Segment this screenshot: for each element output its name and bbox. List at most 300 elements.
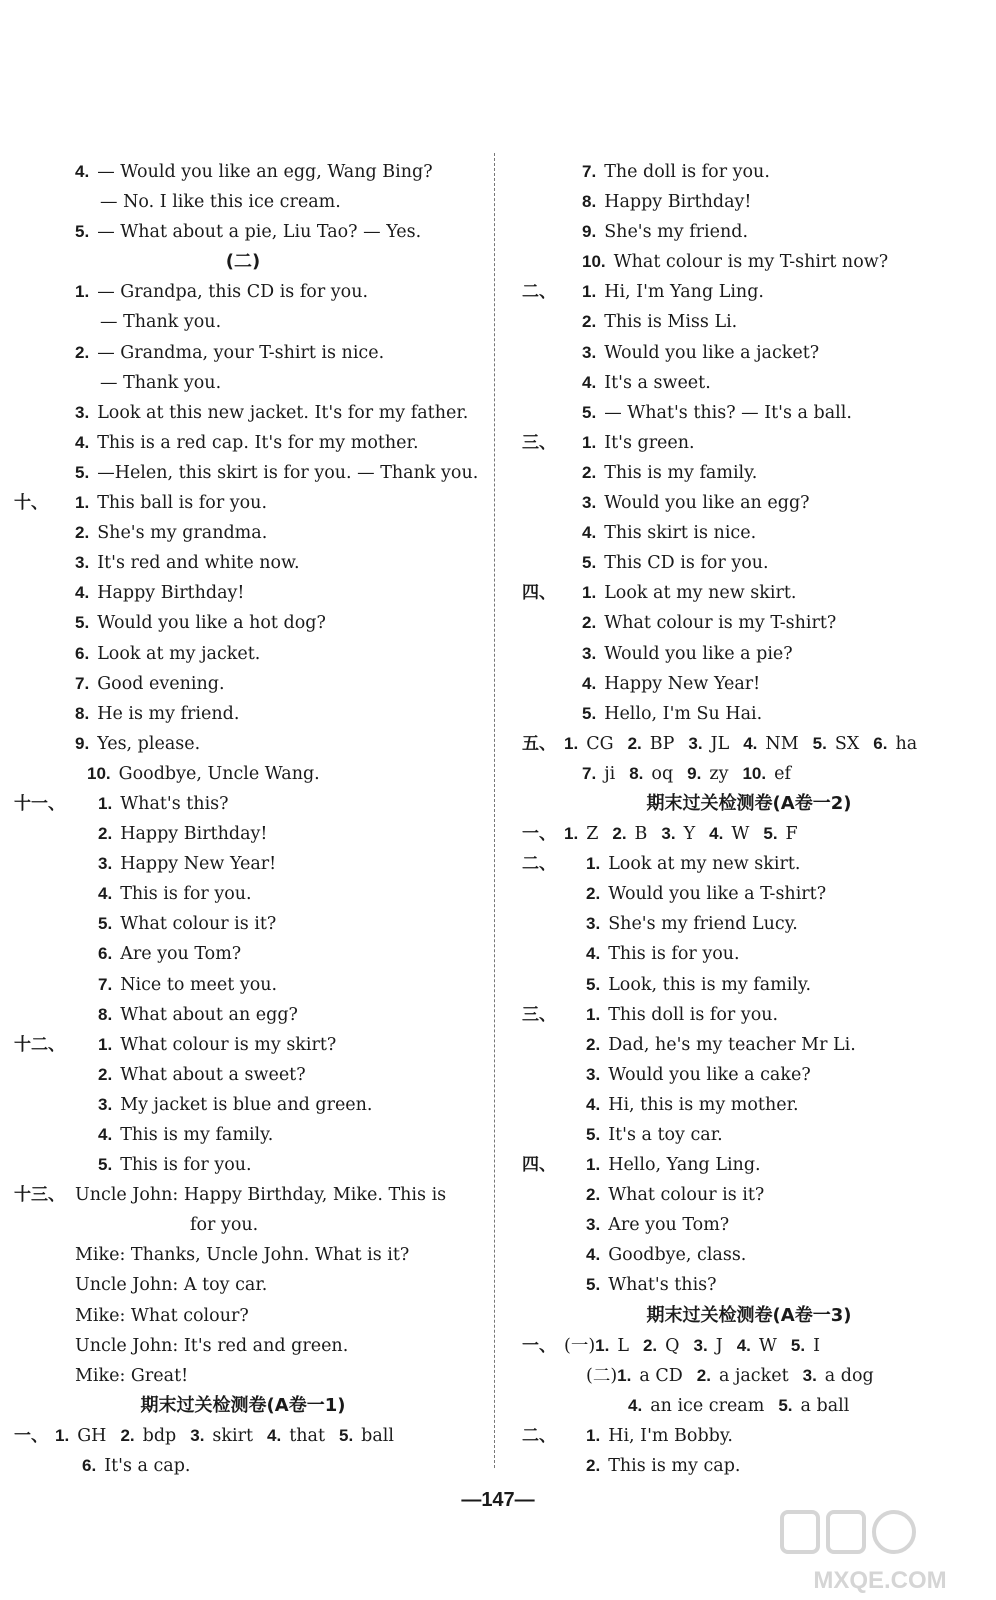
item-number: 1. [582, 282, 597, 302]
answer-line [502, 1361, 996, 1391]
item-number: 2. [75, 523, 90, 543]
answer-line [502, 1090, 996, 1120]
answer-line [0, 578, 486, 608]
answer-line [0, 1180, 486, 1210]
answer-text: F [785, 824, 798, 845]
item-number: 1. [582, 432, 597, 452]
item-number: 9. [75, 733, 90, 753]
item-number: 1. [586, 854, 601, 874]
answer-line [0, 1301, 486, 1331]
item-number: 9. [582, 222, 597, 242]
item-number: 8. [98, 1004, 113, 1024]
answer-text: This doll is for you. [608, 1004, 779, 1025]
answer-line [0, 217, 486, 247]
answer-item [612, 824, 647, 844]
answer-text: What colour is it? [608, 1185, 765, 1206]
item-number: 5. [98, 914, 113, 934]
answer-line [0, 819, 486, 849]
section-number: 四、 [522, 1155, 556, 1176]
section-number: 一、 [522, 1335, 556, 1356]
answer-line [502, 217, 996, 247]
answer-line [0, 1210, 486, 1240]
item-number: 2. [582, 462, 597, 482]
answer-text: CG [586, 733, 614, 754]
answer-line [502, 338, 996, 368]
answer-text: This CD is for you. [604, 553, 769, 574]
answer-item [643, 1336, 680, 1356]
section-number: 三、 [522, 1004, 556, 1025]
answer-text: — What about a pie, Liu Tao? — Yes. [97, 222, 422, 243]
answer-line [502, 1240, 996, 1270]
column-divider [494, 153, 495, 1468]
item-number: 1. [564, 824, 579, 844]
item-number: 7. [98, 974, 113, 994]
answer-line [0, 759, 486, 789]
answer-line [0, 428, 486, 458]
answer-text: Look at my new skirt. [608, 854, 801, 875]
item-number: 9. [687, 763, 702, 783]
answer-text: What colour is my T-shirt now? [613, 252, 889, 273]
answer-text: Uncle John: A toy car. [75, 1275, 268, 1296]
answer-line [502, 247, 996, 277]
answer-text: Dad, he's my teacher Mr Li. [608, 1034, 856, 1055]
item-number: 2. [642, 1335, 658, 1355]
answer-text: — Thank you. [100, 372, 222, 393]
item-number: 4. [628, 1395, 643, 1415]
answer-text: Look at this new jacket. It's for my father. [97, 402, 469, 423]
section-number: 一、 [14, 1425, 48, 1446]
answer-text: What colour is my T-shirt? [604, 613, 837, 634]
answer-line [502, 909, 996, 939]
item-number: 2. [98, 824, 113, 844]
item-number: 4. [582, 673, 597, 693]
answer-text: Are you Tom? [120, 944, 242, 965]
answer-item [688, 734, 729, 754]
answer-line [502, 578, 996, 608]
answer-text: that [289, 1425, 325, 1446]
answer-item [742, 764, 790, 784]
item-number: 6. [98, 944, 113, 964]
answer-line [502, 1150, 996, 1180]
answer-line [0, 699, 486, 729]
answer-item [763, 824, 797, 844]
answer-line [502, 307, 996, 337]
answer-text: — No. I like this ice cream. [100, 192, 341, 213]
answer-item [120, 1426, 176, 1446]
answer-text: What colour is it? [120, 914, 277, 935]
answer-text: This skirt is nice. [604, 523, 757, 544]
answer-text: skirt [212, 1425, 254, 1446]
answer-text: B [634, 824, 648, 845]
answer-item [737, 1336, 777, 1356]
answer-text: This is my cap. [608, 1456, 741, 1477]
item-number: 2. [586, 1456, 601, 1476]
answer-text: — Grandpa, this CD is for you. [97, 282, 369, 303]
answer-line [502, 1391, 996, 1421]
answer-text: Mike: Great! [75, 1365, 189, 1386]
answer-line [502, 157, 996, 187]
item-number: 4. [586, 1245, 601, 1265]
answer-item [697, 1366, 789, 1386]
item-number: 5. [582, 402, 597, 422]
answer-item [628, 734, 675, 754]
answer-line [502, 187, 996, 217]
page-number: —147— [461, 1489, 535, 1511]
item-number: 1. [564, 733, 579, 753]
answer-text: This is a red cap. It's for my mother. [97, 432, 419, 453]
item-number: 3. [693, 1335, 708, 1355]
answer-text: It's red and white now. [97, 553, 300, 574]
answer-item [709, 824, 749, 844]
answer-text: Hello, Yang Ling. [608, 1155, 761, 1176]
answer-text: This is for you. [120, 884, 252, 905]
item-number: 2. [627, 733, 642, 753]
answer-text: Hi, I'm Yang Ling. [604, 282, 764, 303]
answer-text: Good evening. [97, 673, 225, 694]
answer-text: Nice to meet you. [120, 974, 278, 995]
item-number: 3. [582, 493, 597, 513]
answer-text: My jacket is blue and green. [120, 1094, 373, 1115]
watermark-logo [776, 1508, 986, 1594]
answer-line [502, 1421, 996, 1451]
answer-text: Uncle John: Happy Birthday, Mike. This is [75, 1185, 447, 1206]
item-number: 2. [120, 1425, 135, 1445]
answer-line [502, 849, 996, 879]
item-number: 1. [55, 1425, 70, 1445]
answer-item [617, 1366, 683, 1386]
answer-text: What about an egg? [120, 1004, 298, 1025]
answer-text: I [813, 1335, 821, 1356]
answer-line [0, 488, 486, 518]
answer-line [0, 1270, 486, 1300]
answer-line [502, 1030, 996, 1060]
section-number: 十、 [14, 493, 48, 514]
answer-line [502, 398, 996, 428]
item-number: 10. [87, 763, 111, 783]
section-number: 十三、 [14, 1185, 65, 1206]
answer-line [0, 548, 486, 578]
answer-line [0, 458, 486, 488]
item-number: 5. [812, 733, 827, 753]
answer-text: Q [665, 1335, 680, 1356]
answer-item [791, 1336, 820, 1356]
item-number: 5. [586, 974, 601, 994]
answer-text: Happy Birthday! [604, 192, 752, 213]
section-number: 一、 [522, 824, 556, 845]
answer-text: Would you like a T-shirt? [608, 884, 827, 905]
section-number: 五、 [522, 733, 556, 754]
answer-item [873, 734, 917, 754]
answer-line [0, 1000, 486, 1030]
section-number: 四、 [522, 583, 556, 604]
answer-line [0, 849, 486, 879]
item-number: 3. [582, 342, 597, 362]
answer-text: She's my friend. [604, 222, 749, 243]
answer-text: ef [774, 763, 791, 784]
answer-line [0, 368, 486, 398]
answer-text: What colour is my skirt? [120, 1034, 337, 1055]
item-number: 4. [75, 583, 90, 603]
answer-line [502, 819, 996, 849]
answer-item [564, 824, 598, 844]
item-number: 4. [98, 1125, 113, 1144]
item-number: 2. [586, 1034, 601, 1054]
section-heading: 期末过关检测卷(A卷一1) [140, 1394, 346, 1416]
answer-text: She's my friend Lucy. [608, 914, 798, 935]
answer-text: Hi, I'm Bobby. [608, 1425, 733, 1446]
item-number: 4. [709, 824, 724, 844]
item-number: 3. [586, 1064, 601, 1084]
answer-line [0, 639, 486, 669]
item-number: 6. [75, 643, 90, 663]
item-number: 1. [617, 1365, 632, 1385]
answer-item [564, 734, 614, 754]
answer-line [0, 729, 486, 759]
item-number: 2. [75, 342, 90, 362]
answer-line [502, 458, 996, 488]
answer-item [595, 1336, 629, 1356]
item-number: 4. [98, 884, 113, 904]
answer-line [502, 970, 996, 1000]
answer-item [55, 1426, 106, 1446]
answer-line [502, 1270, 996, 1300]
item-number: 4. [582, 523, 597, 543]
answer-item [190, 1426, 253, 1446]
item-number: 7. [582, 763, 597, 783]
answer-text: NM [765, 733, 799, 754]
item-number: 5. [98, 1155, 113, 1175]
item-number: 3. [586, 914, 601, 934]
answer-line [502, 1120, 996, 1150]
item-number: 5. [778, 1395, 793, 1415]
watermark-text: MXQE.COM [813, 1567, 947, 1594]
item-number: 4. [743, 733, 758, 753]
answer-text: It's a sweet. [604, 372, 711, 393]
answer-text: for you. [190, 1215, 259, 1236]
item-number: 3. [75, 402, 90, 422]
answer-item [628, 1396, 764, 1416]
answer-text: a dog [824, 1365, 874, 1386]
answer-text: What's this? [120, 793, 229, 814]
answer-line [502, 639, 996, 669]
item-number: 3. [98, 1094, 113, 1114]
answer-item [694, 1336, 723, 1356]
answer-text: J [715, 1335, 723, 1356]
answer-text: W [758, 1335, 777, 1356]
answer-text: oq [651, 763, 674, 784]
answer-line [0, 1421, 486, 1451]
answer-text: ji [604, 763, 616, 784]
answer-text: What about a sweet? [120, 1064, 306, 1085]
answer-text: Z [586, 824, 599, 845]
left-column [0, 157, 486, 1481]
answer-line [502, 548, 996, 578]
answer-text: Would you like a hot dog? [97, 613, 326, 634]
answer-text: This is for you. [120, 1155, 252, 1176]
answer-text: Look at my new skirt. [604, 583, 797, 604]
answer-text: The doll is for you. [604, 162, 770, 182]
answer-line [502, 879, 996, 909]
answer-text: Would you like a jacket? [604, 342, 820, 363]
item-number: 1. [586, 1004, 601, 1024]
item-number: 8. [75, 703, 90, 723]
answer-line [0, 939, 486, 969]
answer-text: SX [834, 733, 860, 754]
item-number: 5. [75, 613, 90, 633]
answer-line [0, 970, 486, 1000]
answer-text: Y [683, 824, 696, 845]
item-number: 8. [629, 763, 644, 783]
answer-item [778, 1396, 849, 1416]
item-number: 3. [688, 733, 703, 753]
answer-item [661, 824, 695, 844]
answer-line [502, 1331, 996, 1361]
answer-text: ball [361, 1425, 395, 1446]
answer-line [502, 759, 996, 789]
answer-line [0, 277, 486, 307]
item-number: 1. [586, 1155, 601, 1175]
answer-text: It's a cap. [104, 1456, 191, 1477]
right-column [502, 157, 996, 1481]
item-number: 3. [75, 553, 90, 573]
answer-text: ha [895, 733, 918, 754]
section-number: 二、 [522, 282, 556, 303]
item-number: 5. [75, 222, 90, 242]
answer-line [502, 1451, 996, 1481]
answer-line [502, 428, 996, 458]
answer-line [502, 488, 996, 518]
answer-text: —Helen, this skirt is for you. — Thank you. [97, 462, 479, 483]
answer-item [813, 734, 860, 754]
answer-text: It's green. [604, 432, 695, 453]
section-number: 三、 [522, 432, 556, 453]
item-number: 2. [98, 1064, 113, 1084]
item-number: 2. [586, 1185, 601, 1205]
answer-line [0, 1240, 486, 1270]
answer-text: Goodbye, Uncle Wang. [118, 763, 320, 784]
answer-line [502, 939, 996, 969]
answer-item [687, 764, 728, 784]
answer-line [502, 1180, 996, 1210]
answer-text: Hi, this is my mother. [608, 1094, 799, 1115]
answer-line [0, 1060, 486, 1090]
answer-text: Are you Tom? [608, 1215, 730, 1236]
item-number: 7. [582, 162, 597, 181]
sub-part-label: (二) [586, 1365, 618, 1386]
answer-line [502, 729, 996, 759]
item-number: 1. [595, 1335, 610, 1355]
answer-text: Look at my jacket. [97, 643, 261, 664]
answer-text: Would you like an egg? [604, 493, 810, 514]
item-number: 4. [75, 432, 90, 452]
answer-item [267, 1426, 325, 1446]
answer-text: a jacket [718, 1365, 789, 1386]
answer-text: She's my grandma. [97, 523, 268, 544]
item-number: 5. [586, 1125, 601, 1144]
item-number: 6. [873, 733, 888, 753]
answer-text: This ball is for you. [97, 493, 268, 514]
answer-line [502, 368, 996, 398]
item-number: 4. [75, 162, 90, 181]
item-number: 10. [742, 763, 767, 783]
answer-item [339, 1426, 394, 1446]
item-number: 2. [582, 312, 597, 332]
answer-text: Would you like a pie? [604, 643, 793, 664]
answer-text: BP [649, 733, 675, 754]
answer-line [0, 157, 486, 187]
item-number: 8. [582, 192, 597, 212]
item-number: 1. [75, 282, 90, 302]
item-number: 1. [75, 493, 90, 513]
item-number: 3. [661, 824, 676, 844]
answer-text: This is Miss Li. [604, 312, 738, 333]
answer-item [582, 764, 615, 784]
answer-text: JL [710, 733, 730, 754]
item-number: 2. [582, 613, 597, 633]
section-heading: 期末过关检测卷(A卷一3) [646, 1304, 852, 1326]
item-number: 4. [586, 1094, 601, 1114]
item-number: 1. [586, 1425, 601, 1445]
answer-text: W [731, 824, 750, 845]
answer-text: Would you like a cake? [608, 1064, 811, 1085]
answer-item [629, 764, 673, 784]
answer-text: Mike: What colour? [75, 1305, 249, 1326]
answer-line [502, 669, 996, 699]
answer-text: This is my family. [604, 462, 758, 483]
item-number: 2. [612, 824, 627, 844]
item-number: 5. [586, 1275, 601, 1295]
answer-text: — Thank you. [100, 312, 222, 333]
answer-text: Look, this is my family. [608, 974, 812, 995]
answer-text: Happy Birthday! [120, 824, 268, 845]
answer-text: He is my friend. [97, 703, 240, 724]
answer-line [0, 1331, 486, 1361]
item-number: 4. [582, 372, 597, 392]
answer-line [502, 1210, 996, 1240]
item-number: 3. [582, 643, 597, 663]
item-number: 6. [82, 1456, 97, 1476]
answer-text: This is my family. [120, 1125, 274, 1145]
answer-line [0, 338, 486, 368]
answer-line [0, 1361, 486, 1391]
answer-line [0, 398, 486, 428]
answer-line [0, 1030, 486, 1060]
answer-text: — Would you like an egg, Wang Bing? [97, 162, 433, 182]
answer-item [743, 734, 798, 754]
item-number: 4. [267, 1425, 282, 1445]
answer-text: zy [709, 763, 729, 784]
answer-line [502, 699, 996, 729]
answer-text: Uncle John: It's red and green. [75, 1335, 349, 1356]
answer-text: Happy Birthday! [97, 583, 245, 604]
answer-text: an ice cream [650, 1395, 765, 1416]
item-number: 4. [586, 944, 601, 964]
answer-line [0, 1090, 486, 1120]
answer-line [0, 909, 486, 939]
answer-text: This is for you. [608, 944, 740, 965]
item-number: 1. [98, 1034, 113, 1054]
answer-text: What's this? [608, 1275, 717, 1296]
section-number: 二、 [522, 1425, 556, 1446]
answer-text: Happy New Year! [120, 854, 277, 875]
answer-text: — Grandma, your T-shirt is nice. [97, 342, 385, 363]
answer-text: Goodbye, class. [608, 1245, 747, 1266]
answer-text: Hello, I'm Su Hai. [604, 703, 763, 724]
item-number: 7. [75, 673, 90, 693]
answer-line [0, 879, 486, 909]
answer-text: GH [77, 1425, 107, 1446]
item-number: 4. [736, 1335, 751, 1355]
